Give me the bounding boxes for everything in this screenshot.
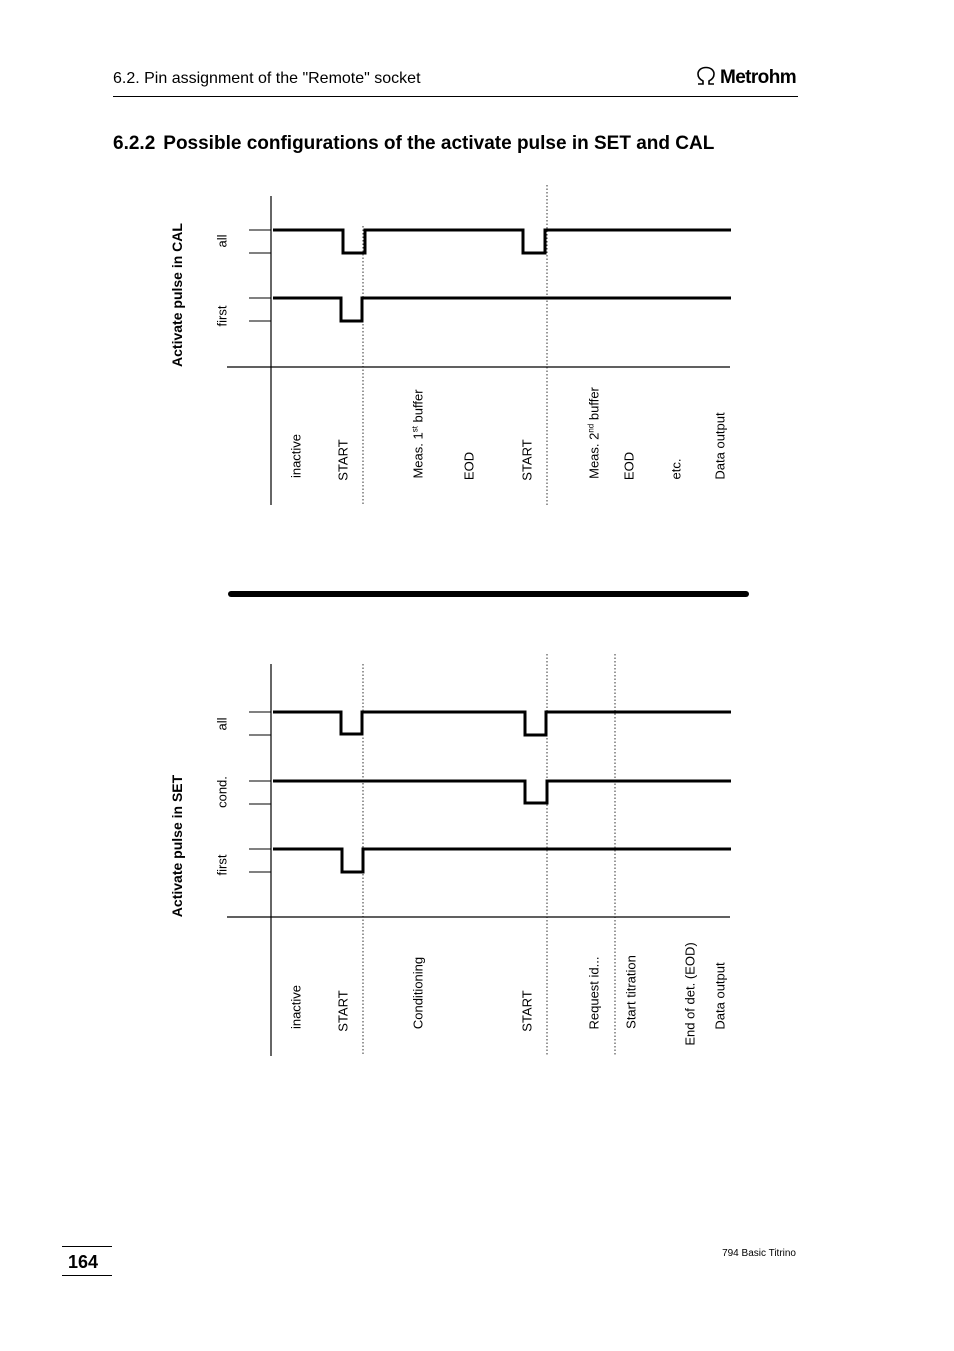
- set-event-label: inactive: [288, 984, 304, 1030]
- set-event-label: Data output: [712, 962, 728, 1030]
- set-signal-cond: [273, 781, 731, 803]
- brand-name: Metrohm: [719, 67, 796, 88]
- footer-rule: [62, 1275, 112, 1276]
- cal-event-label: Meas. 1st buffer: [410, 389, 426, 479]
- footer-rule: [62, 1246, 112, 1247]
- set-signal-label-cond: cond.: [214, 776, 230, 808]
- footer-document-name: 794 Basic Titrino: [722, 1248, 796, 1259]
- set-signal-first: [273, 849, 731, 872]
- section-number: 6.2.2: [113, 133, 156, 154]
- set-event-label: START: [335, 990, 351, 1032]
- set-signal-label-first: first: [214, 854, 230, 876]
- cal-event-label: inactive: [288, 433, 304, 479]
- set-signal-label-all: all: [214, 717, 230, 731]
- set-event-label: End of det. (EOD): [682, 942, 698, 1046]
- set-axis-title: Activate pulse in SET: [169, 774, 185, 918]
- set-event-label: Conditioning: [410, 956, 426, 1030]
- cal-event-label: EOD: [461, 451, 477, 481]
- set-event-label: Start titration: [623, 955, 639, 1029]
- cal-signal-label-first: first: [214, 305, 230, 327]
- page-number: 164: [68, 1252, 99, 1272]
- cal-axis-title: Activate pulse in CAL: [169, 223, 185, 367]
- section-title: Possible configurations of the activate pulse in SET and CAL: [163, 133, 715, 154]
- set-event-label: START: [519, 990, 535, 1032]
- cal-event-label: START: [335, 439, 351, 481]
- cal-event-label: Meas. 2nd buffer: [586, 387, 602, 479]
- cal-event-label: START: [519, 439, 535, 481]
- cal-event-label: Data output: [712, 412, 728, 480]
- cal-event-label: EOD: [621, 451, 637, 481]
- header-title: 6.2. Pin assignment of the "Remote" socket: [113, 70, 421, 87]
- set-event-label: Request id...: [586, 956, 602, 1030]
- set-signal-all: [273, 712, 731, 735]
- cal-signal-label-all: all: [214, 234, 230, 248]
- cal-event-label: etc.: [668, 458, 684, 480]
